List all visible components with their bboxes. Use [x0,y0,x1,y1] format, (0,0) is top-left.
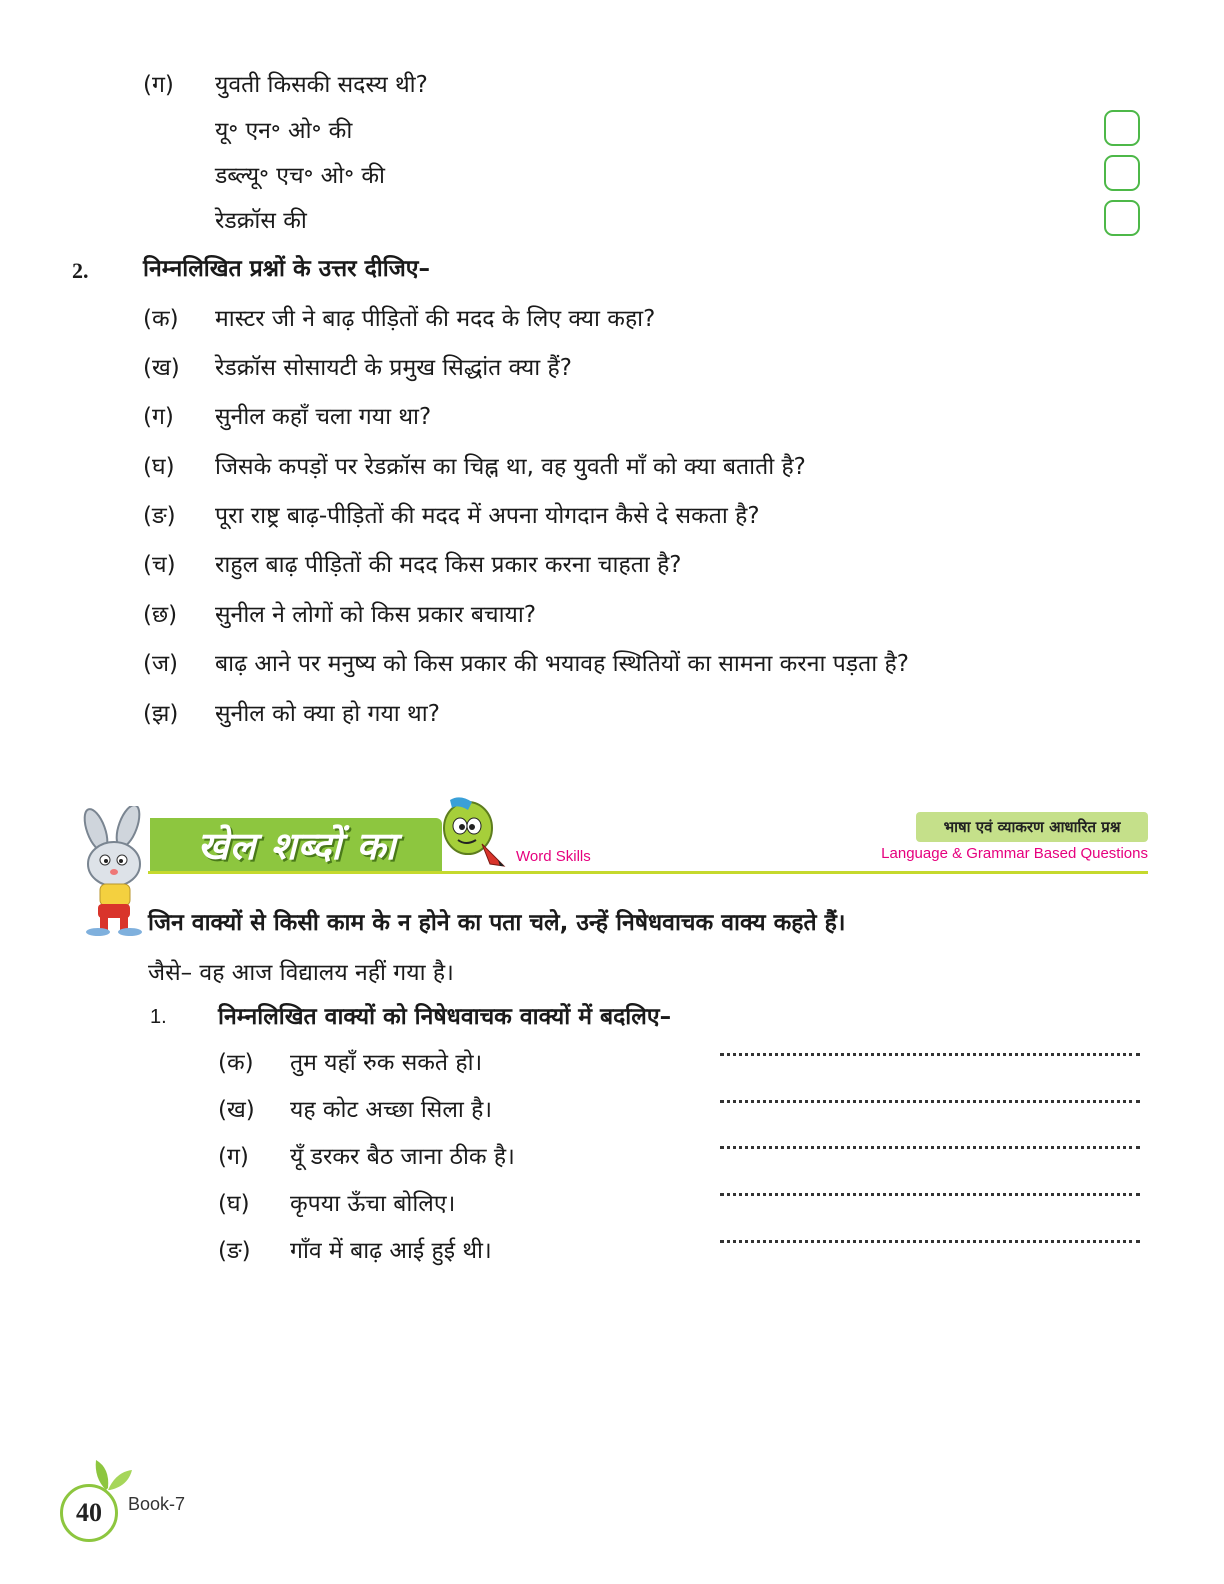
answer-checkbox[interactable] [1104,200,1140,236]
exercise-label: (ख) [218,1097,255,1123]
page-number: 40 [60,1484,118,1542]
mcq-question: युवती किसकी सदस्य थी? [215,72,428,98]
exercise-sentence: कृपया ऊँचा बोलिए। [290,1191,456,1217]
section-number: 2. [72,258,89,283]
mcq-option: यू॰ एन॰ ओ॰ की [215,118,353,144]
answer-line[interactable] [720,1052,1140,1056]
answer-line[interactable] [720,1099,1140,1103]
pencil-mascot-icon [438,796,510,870]
question-text: सुनील कहाँ चला गया था? [215,404,432,430]
language-tag-hindi: भाषा एवं व्याकरण आधारित प्रश्न [916,812,1148,842]
exercise-label: (घ) [218,1191,250,1217]
banner-divider [148,871,1148,874]
example-text: जैसे– वह आज विद्यालय नहीं गया है। [148,960,454,986]
question-label: (ग) [143,404,174,430]
question-text: राहुल बाढ़ पीड़ितों की मदद किस प्रकार करना चाहता है? [215,552,682,578]
question-text: मास्टर जी ने बाढ़ पीड़ितों की मदद के लिए क्या कहा? [215,306,656,332]
exercise-title: निम्नलिखित वाक्यों को निषेधवाचक वाक्यों में बदलिए– [218,1004,672,1030]
answer-line[interactable] [720,1192,1140,1196]
mcq-option: डब्ल्यू॰ एच॰ ओ॰ की [215,163,385,189]
question-text: बाढ़ आने पर मनुष्य को किस प्रकार की भयावह स्थितियों का सामना करना पड़ता है? [215,651,909,677]
definition-text: जिन वाक्यों से किसी काम के न होने का पता चले, उन्हें निषेधवाचक वाक्य कहते हैं। [148,910,846,936]
exercise-number: 1. [150,1006,167,1028]
language-tag-english: Language & Grammar Based Questions [881,845,1148,862]
question-label: (ङ) [143,503,176,529]
question-text: पूरा राष्ट्र बाढ़-पीड़ितों की मदद में अपना योगदान कैसे दे सकता है? [215,503,760,529]
banner-title: खेल शब्दों का [197,824,397,868]
mcq-option: रेडक्रॉस की [215,208,307,234]
question-text: जिसके कपड़ों पर रेडक्रॉस का चिह्न था, वह युवती माँ को क्या बताती है? [215,454,806,480]
answer-line[interactable] [720,1239,1140,1243]
book-label: Book-7 [128,1494,186,1514]
exercise-label: (क) [218,1050,254,1076]
exercise-sentence: तुम यहाँ रुक सकते हो। [290,1050,483,1076]
exercise-label: (ग) [218,1144,249,1170]
mcq-label: (ग) [143,72,174,98]
question-label: (ज) [143,651,179,677]
word-skills-label: Word Skills [516,848,591,865]
exercise-label: (ङ) [218,1238,251,1264]
answer-checkbox[interactable] [1104,110,1140,146]
question-label: (छ) [143,602,178,628]
exercise-sentence: गाँव में बाढ़ आई हुई थी। [290,1238,492,1264]
question-label: (च) [143,552,176,578]
rabbit-mascot-icon [70,806,160,938]
exercise-sentence: यूँ डरकर बैठ जाना ठीक है। [290,1144,515,1170]
answer-checkbox[interactable] [1104,155,1140,191]
question-text: सुनील ने लोगों को किस प्रकार बचाया? [215,602,537,628]
question-label: (घ) [143,454,175,480]
question-label: (क) [143,306,179,332]
section-title: निम्नलिखित प्रश्नों के उत्तर दीजिए– [143,256,430,282]
exercise-sentence: यह कोट अच्छा सिला है। [290,1097,493,1123]
question-text: सुनील को क्या हो गया था? [215,701,440,727]
answer-line[interactable] [720,1145,1140,1149]
question-text: रेडक्रॉस सोसायटी के प्रमुख सिद्धांत क्या हैं? [215,355,572,381]
question-label: (ख) [143,355,180,381]
question-label: (झ) [143,701,179,727]
